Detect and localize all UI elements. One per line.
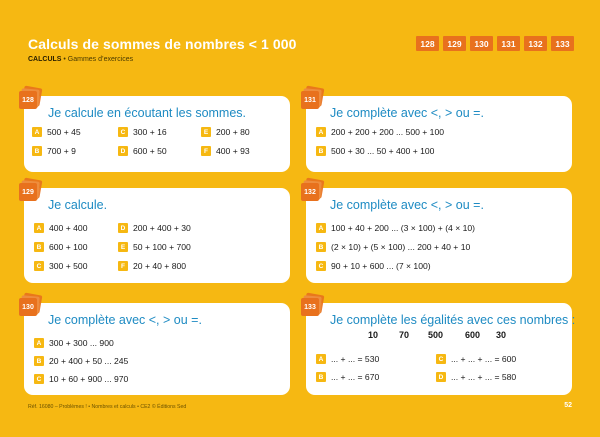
item-letter: E (118, 242, 128, 252)
item-letter: B (316, 242, 326, 252)
item-text: 400 + 400 (49, 223, 88, 233)
item-text: 200 + 400 + 30 (133, 223, 191, 233)
exercise-nav (416, 36, 574, 51)
item-text: 100 + 40 + 200 ... (3 × 100) + (4 × 10) (331, 223, 476, 233)
item-letter: B (316, 146, 326, 156)
exercise-item (316, 223, 475, 233)
number-option: 600 (465, 330, 481, 340)
exercise-item (118, 223, 191, 233)
exercise-card-128 (24, 96, 290, 172)
number-option: 30 (496, 330, 507, 340)
item-text: 600 + 100 (49, 242, 88, 252)
exercise-title: Je complète les égalités avec ces nombres : (330, 313, 576, 327)
item-text: 400 + 93 (216, 146, 250, 156)
exercise-item (316, 261, 431, 271)
item-letter: D (118, 146, 128, 156)
item-text: ... + ... + ... = 600 (451, 354, 517, 364)
exercise-title: Je complète avec <, > ou =. (330, 198, 484, 212)
exercise-item (32, 146, 76, 156)
exercise-item (32, 127, 81, 137)
item-letter: A (316, 223, 326, 233)
item-letter: D (118, 223, 128, 233)
item-text: 300 + 500 (49, 261, 88, 271)
exercise-number-badge: 128 (19, 90, 41, 112)
number-list (368, 330, 506, 340)
item-letter: A (34, 338, 44, 348)
item-text: 10 + 60 + 900 ... 970 (49, 374, 129, 384)
item-text: 700 + 9 (47, 146, 76, 156)
item-text: 300 + 16 (133, 127, 167, 137)
exercise-item (34, 223, 87, 233)
exercise-title: Je calcule en écoutant les sommes. (48, 106, 247, 120)
exercise-number-badge: 130 (19, 297, 41, 319)
exercise-title: Je complète avec <, > ou =. (330, 106, 484, 120)
exercise-card-130 (24, 303, 290, 395)
item-letter: C (34, 261, 44, 271)
page-subtitle (28, 56, 133, 63)
exercise-item (118, 242, 191, 252)
page-title: Calculs de sommes de nombres < 1 000 (28, 36, 297, 52)
item-letter: B (32, 146, 42, 156)
exercise-card-132 (306, 188, 572, 283)
item-letter: C (436, 354, 446, 364)
exercise-card-129 (24, 188, 290, 283)
exercise-number-badge: 129 (19, 182, 41, 204)
exercise-item (118, 261, 186, 271)
item-letter: A (316, 127, 326, 137)
exercise-item (34, 374, 128, 384)
footer-reference: Réf. 16080 – Problèmes ! • Nombres et calculs • CE2 © Éditions Sed (28, 404, 187, 410)
item-text: 200 + 200 + 200 ... 500 + 100 (331, 127, 445, 137)
item-letter: C (118, 127, 128, 137)
item-text: 20 + 40 + 800 (133, 261, 187, 271)
number-option: 500 (428, 330, 444, 340)
exercise-link-129[interactable]: 129 (443, 36, 466, 51)
exercise-link-130[interactable]: 130 (470, 36, 493, 51)
item-letter: C (316, 261, 326, 271)
exercise-item (118, 127, 167, 137)
item-letter: C (34, 374, 44, 384)
exercise-item (436, 354, 516, 364)
exercise-title: Je complète avec <, > ou =. (48, 313, 202, 327)
exercise-item (316, 146, 434, 156)
exercise-item (34, 356, 128, 366)
exercise-item (316, 242, 470, 252)
item-letter: D (436, 372, 446, 382)
item-text: ... + ... + ... = 580 (451, 372, 517, 382)
exercise-number-badge: 132 (301, 182, 323, 204)
item-text: 50 + 100 + 700 (133, 242, 191, 252)
exercise-card-133 (304, 303, 576, 395)
item-letter: F (201, 146, 211, 156)
item-text: 300 + 300 ... 900 (49, 338, 114, 348)
item-text: 20 + 400 + 50 ... 245 (49, 356, 129, 366)
exercise-link-128[interactable]: 128 (416, 36, 439, 51)
number-option: 10 (368, 330, 379, 340)
exercise-item (34, 242, 87, 252)
item-letter: A (316, 354, 326, 364)
item-letter: E (201, 127, 211, 137)
exercise-item (201, 146, 250, 156)
exercise-item (34, 338, 114, 348)
exercise-item (316, 127, 444, 137)
exercise-link-132[interactable]: 132 (524, 36, 547, 51)
item-text: 600 + 50 (133, 146, 167, 156)
exercise-card-131 (306, 96, 572, 172)
item-letter: F (118, 261, 128, 271)
item-text: 90 + 10 + 600 ... (7 × 100) (331, 261, 431, 271)
item-text: 500 + 30 ... 50 + 400 + 100 (331, 146, 435, 156)
item-text: ... + ... = 670 (331, 372, 380, 382)
exercise-item (118, 146, 167, 156)
exercise-item (201, 127, 250, 137)
item-text: 200 + 80 (216, 127, 250, 137)
subtitle-text: • Gammes d’exercices (61, 56, 134, 63)
exercise-link-133[interactable]: 133 (551, 36, 574, 51)
page-number: 52 (564, 402, 572, 409)
item-text: ... + ... = 530 (331, 354, 380, 364)
category-label: CALCULS (28, 56, 62, 63)
exercise-item (436, 372, 516, 382)
exercise-item (34, 261, 87, 271)
exercise-title: Je calcule. (48, 198, 108, 212)
item-text: (2 × 10) + (5 × 100) ... 200 + 40 + 10 (331, 242, 471, 252)
exercise-number-badge: 133 (301, 297, 323, 319)
item-letter: B (316, 372, 326, 382)
item-letter: B (34, 356, 44, 366)
item-text: 500 + 45 (47, 127, 81, 137)
item-letter: A (34, 223, 44, 233)
exercise-number-badge: 131 (301, 90, 323, 112)
number-option: 70 (399, 330, 410, 340)
exercise-item (316, 372, 379, 382)
item-letter: A (32, 127, 42, 137)
item-letter: B (34, 242, 44, 252)
exercise-link-131[interactable]: 131 (497, 36, 520, 51)
exercise-item (316, 354, 379, 364)
